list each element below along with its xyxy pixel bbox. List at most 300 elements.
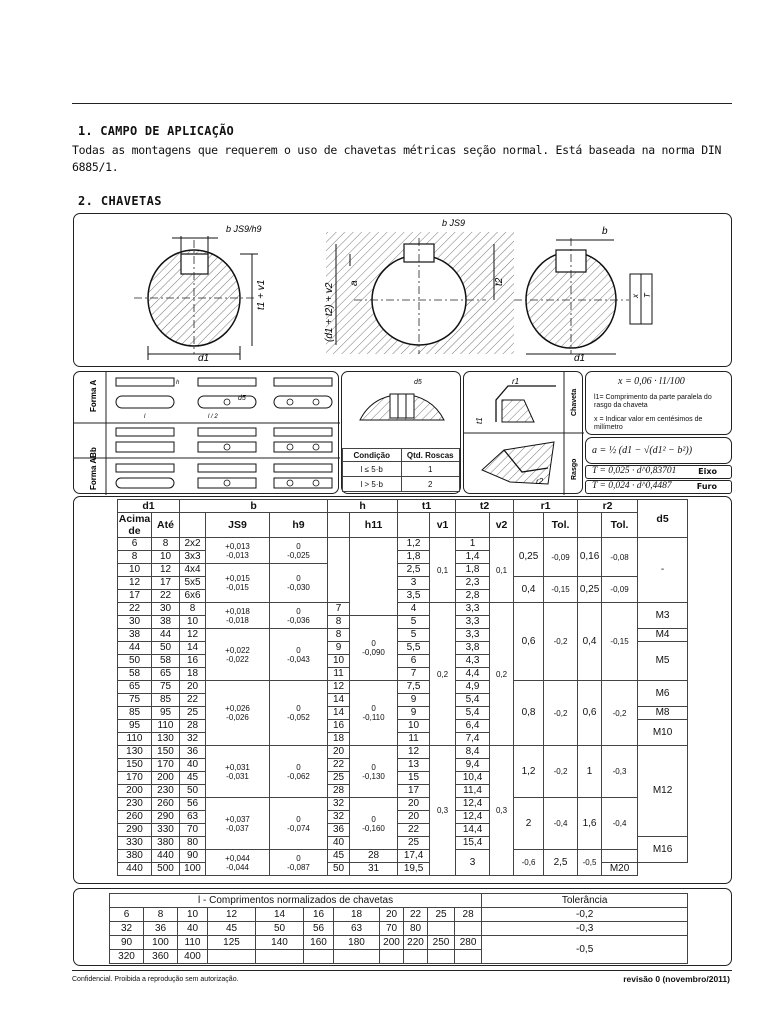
d1-ate-cell: 260	[152, 798, 180, 811]
b-cell: 6x6	[180, 590, 206, 603]
d1-acima-cell: 330	[118, 837, 152, 850]
h-cell: 7	[328, 603, 350, 616]
d5-cell: -	[638, 538, 688, 603]
T-label: T	[643, 293, 652, 298]
r2-cell: 1	[578, 746, 602, 798]
subheader-blank	[456, 513, 490, 538]
r2-tol-cell: -0,15	[602, 603, 638, 681]
h-cell: 22	[328, 759, 350, 772]
furo-label: Furo	[696, 482, 717, 491]
t1-cell: 3	[398, 577, 430, 590]
d1-acima-cell: 260	[118, 811, 152, 824]
formula-a-panel	[585, 437, 732, 464]
formula-a: a = ½ (d1 − √(d1² − b²))	[592, 445, 693, 456]
d5-cell: M12	[638, 746, 688, 837]
d1-ate-cell: 10	[152, 551, 180, 564]
chaveta-label: Chaveta	[571, 388, 578, 416]
d1-acima-cell: 150	[118, 759, 152, 772]
footer-confidential: Confidencial. Proibida a reprodução sem autorização.	[72, 976, 239, 983]
length-cell: 28	[455, 908, 482, 922]
b-cell: 20	[180, 681, 206, 694]
d1-ate-cell: 30	[152, 603, 180, 616]
length-cell: 110	[178, 936, 208, 950]
t2-cell: 3,3	[456, 629, 490, 642]
d1-ate-cell: 380	[152, 837, 180, 850]
v1-cell: 0,3	[430, 746, 456, 876]
r1-tol-cell: -0,2	[544, 681, 578, 746]
t2-cell: 15,4	[456, 837, 490, 850]
d1-acima-cell: 200	[118, 785, 152, 798]
t1-cell: 1,2	[398, 538, 430, 551]
d1-acima-cell: 30	[118, 616, 152, 629]
v1-cell: 0,1	[430, 538, 456, 603]
header-b: b	[180, 500, 328, 513]
b-cell: 28	[180, 720, 206, 733]
t1-cell: 11	[398, 733, 430, 746]
d5-cell: M10	[638, 720, 688, 746]
d1-acima-cell: 110	[118, 733, 152, 746]
r1-cell: 0,8	[514, 681, 544, 746]
keyway-dimensions-table	[117, 499, 688, 876]
radius-drawing	[464, 372, 584, 495]
d1-label-2: d1	[574, 353, 586, 364]
length-title: l - Comprimentos normalizados de chavetas	[110, 894, 482, 908]
h-cell: 11	[328, 668, 350, 681]
d1-acima-cell: 65	[118, 681, 152, 694]
length-cell	[455, 922, 482, 936]
d5-cell: M3	[638, 603, 688, 629]
length-cell: 90	[110, 936, 144, 950]
b-cell: 22	[180, 694, 206, 707]
formula-T-eixo-panel	[585, 465, 732, 479]
length-header-row	[110, 894, 688, 908]
h11-tol-cell: 0 -0,160	[350, 798, 398, 850]
subheader-blank	[180, 513, 206, 538]
r1-tol-cell: -0,6	[514, 850, 544, 876]
length-cell: 100	[144, 936, 178, 950]
d5-cell: M5	[638, 642, 688, 681]
d5-cell: M6	[638, 681, 688, 707]
d1-acima-cell: 44	[118, 642, 152, 655]
r1-tol-cell: -0,15	[544, 577, 578, 603]
t1-cell: 4	[398, 603, 430, 616]
top-rule	[72, 103, 732, 104]
table-row	[118, 863, 688, 876]
t2-cell: 12,4	[456, 798, 490, 811]
radius-panel	[463, 371, 583, 494]
key-forms-panel	[73, 371, 339, 494]
key-forms-drawing	[74, 372, 340, 495]
h-cell: 8	[328, 629, 350, 642]
b-cell: 90	[180, 850, 206, 863]
subheader-h11: h11	[350, 513, 398, 538]
subheader-acima: Acima de	[118, 513, 151, 537]
header-r2: r2	[578, 500, 638, 513]
b-cell: 14	[180, 642, 206, 655]
h-cell	[328, 538, 350, 603]
h-cell: 8	[328, 616, 350, 629]
b-cell: 16	[180, 655, 206, 668]
b-cell: 12	[180, 629, 206, 642]
footer-revision: revisão 0 (novembro/2011)	[623, 974, 730, 984]
length-tol-cell: -0,5	[482, 936, 688, 964]
header-h: h	[328, 500, 398, 513]
formula-T-furo: T = 0,024 · d^0,4487	[592, 481, 672, 491]
length-cell	[404, 950, 428, 964]
b-cell: 4x4	[180, 564, 206, 577]
r2-tol-cell: -0,2	[602, 681, 638, 746]
d1-ate-cell: 65	[152, 668, 180, 681]
t2-cell: 1,4	[456, 551, 490, 564]
h-cell: 10	[328, 655, 350, 668]
b-cell: 40	[180, 759, 206, 772]
length-cell: 70	[380, 922, 404, 936]
js9-tol-cell: +0,018 -0,018	[206, 603, 270, 629]
formula-l1-desc: l1= Comprimento da parte paralela do rasgo da chaveta	[594, 394, 712, 409]
h11-tol-cell: 0 -0,130	[350, 746, 398, 798]
t2-cell: 3,8	[456, 642, 490, 655]
d1-acima-cell: 50	[118, 655, 152, 668]
h9-tol-cell: 0 -0,036	[270, 603, 328, 629]
d1-ate-cell: 8	[152, 538, 180, 551]
h9-tol-cell: 0 -0,043	[270, 629, 328, 681]
t1-cell: 20	[398, 811, 430, 824]
h-cell: 45	[328, 850, 350, 863]
t1-cell: 7,5	[398, 681, 430, 694]
d1-ate-cell: 170	[152, 759, 180, 772]
js9-tol-cell: +0,022 -0,022	[206, 629, 270, 681]
r1-tol-cell: -0,2	[544, 603, 578, 681]
r1-cell: 0,6	[514, 603, 544, 681]
table-row	[118, 538, 688, 551]
length-cell: 20	[380, 908, 404, 922]
t2-cell: 12,4	[456, 811, 490, 824]
d1-acima-cell: 38	[118, 629, 152, 642]
shaft-section	[134, 224, 267, 364]
t1-cell: 15	[398, 772, 430, 785]
d1-ate-cell: 95	[152, 707, 180, 720]
t2-cell: 11,4	[456, 785, 490, 798]
table-row	[118, 577, 688, 590]
t2-label: t2	[494, 277, 505, 286]
h-cell: 20	[328, 746, 350, 759]
h-cell: 14	[328, 694, 350, 707]
r2-tol-cell: -0,5	[578, 850, 602, 876]
d5-label: d5	[238, 395, 246, 402]
d1-acima-cell: 10	[118, 564, 152, 577]
length-cell	[428, 950, 455, 964]
d1-ate-cell: 500	[152, 863, 180, 876]
d1-ate-cell: 230	[152, 785, 180, 798]
subheader-v1: v1	[430, 513, 456, 538]
subheader-blank	[578, 513, 602, 538]
d1-ate-cell: 440	[152, 850, 180, 863]
condition-cell: l ≤ 5·b	[343, 462, 402, 477]
forma-b-label: b	[89, 447, 98, 452]
header-t2: t2	[456, 500, 514, 513]
js9-tol-cell: +0,026 -0,026	[206, 681, 270, 746]
eixo-label: Eixo	[698, 467, 717, 476]
b-cell: 45	[180, 772, 206, 785]
b-js9h9-label: b JS9/h9	[226, 224, 262, 234]
b-cell: 3x3	[180, 551, 206, 564]
roscas-cell: 1	[401, 462, 460, 477]
length-tol-cell: -0,3	[482, 922, 688, 936]
forma-ab-label: Forma AB	[89, 452, 98, 490]
subheader-tol1: Tol.	[544, 513, 578, 538]
d1-acima-cell: 75	[118, 694, 152, 707]
b-cell: 2x2	[180, 538, 206, 551]
b-cell: 32	[180, 733, 206, 746]
t2-cell: 1	[456, 538, 490, 551]
t1v1-label: t1 + v1	[256, 279, 267, 310]
formula-x-desc: x = Indicar valor em centésimos de milímetro	[594, 416, 703, 431]
b-cell: 100	[180, 863, 206, 876]
d1-acima-cell: 230	[118, 798, 152, 811]
d1-acima-cell: 8	[118, 551, 152, 564]
length-cell	[380, 950, 404, 964]
subheader-js9: JS9	[206, 513, 270, 538]
roscas-cell: 2	[401, 477, 460, 492]
h9-tol-cell: 0 -0,062	[270, 746, 328, 798]
length-cell: 125	[208, 936, 256, 950]
footer-rule	[72, 970, 732, 971]
length-cell: 16	[304, 908, 334, 922]
t2-cell: 5,4	[456, 707, 490, 720]
b-cell: 36	[180, 746, 206, 759]
h9-tol-cell: 0 -0,087	[270, 850, 328, 876]
length-table	[109, 893, 688, 964]
formula-x-panel	[585, 371, 732, 435]
length-cell: 45	[208, 922, 256, 936]
length-cell: 160	[304, 936, 334, 950]
length-cell	[256, 950, 304, 964]
header-d1: d1	[118, 500, 180, 513]
length-cell: 220	[404, 936, 428, 950]
subheader-blank	[328, 513, 350, 538]
t2-cell: 10,4	[456, 772, 490, 785]
js9-tol-cell: +0,044 -0,044	[206, 850, 270, 876]
t1-cell: 20	[398, 798, 430, 811]
header-t1: t1	[398, 500, 456, 513]
t1-cell: 12	[398, 746, 430, 759]
t2-cell: 4,4	[456, 668, 490, 681]
length-cell: 200	[380, 936, 404, 950]
length-cell: 8	[144, 908, 178, 922]
length-cell: 14	[256, 908, 304, 922]
section-2-title: 2. CHAVETAS	[78, 194, 162, 208]
b-js9-label: b JS9	[442, 218, 466, 228]
h-label: h	[176, 380, 180, 386]
d1-acima-cell: 290	[118, 824, 152, 837]
d1-ate-cell: 12	[152, 564, 180, 577]
length-cell: 140	[256, 936, 304, 950]
h9-tol-cell: 0 -0,074	[270, 798, 328, 850]
condition-table	[342, 448, 460, 492]
h-cell: 40	[328, 837, 350, 850]
t1-cell: 31	[350, 863, 398, 876]
b-cell: 8	[180, 603, 206, 616]
t2-cell: 8,4	[456, 746, 490, 759]
t2-cell: 5,4	[456, 694, 490, 707]
t1-cell: 7	[398, 668, 430, 681]
roscas-header: Qtd. Roscas	[401, 449, 460, 462]
x-label: x	[631, 294, 640, 298]
subheader-blank	[398, 513, 430, 538]
h11-tol-cell: 0 -0,090	[350, 616, 398, 681]
d1-ate-cell: 150	[152, 746, 180, 759]
t1-cell: 25	[398, 837, 430, 850]
d1-ate-cell: 110	[152, 720, 180, 733]
b-cell: 63	[180, 811, 206, 824]
length-cell: 320	[110, 950, 144, 964]
length-cell: 80	[404, 922, 428, 936]
d1-acima-cell: 58	[118, 668, 152, 681]
table-row	[118, 798, 688, 811]
table-row	[118, 603, 688, 616]
d1-ate-cell: 85	[152, 694, 180, 707]
b-cell: 80	[180, 837, 206, 850]
d1-acima-cell: 170	[118, 772, 152, 785]
t2-cell: 3,3	[456, 603, 490, 616]
condition-header: Condição	[343, 449, 402, 462]
h-cell: 32	[328, 811, 350, 824]
h-cell: 12	[328, 681, 350, 694]
r1-label: r1	[512, 377, 520, 386]
section-1-text: Todas as montagens que requerem o uso de chavetas métricas seção normal. Está baseada na norma DIN 6885/1.	[72, 143, 722, 174]
h-cell: 18	[328, 733, 350, 746]
d1-acima-cell: 95	[118, 720, 152, 733]
t1-cell: 22	[398, 824, 430, 837]
r1-cell: 2	[514, 798, 544, 850]
h9-tol-cell: 0 -0,052	[270, 681, 328, 746]
section-1-title: 1. CAMPO DE APLICAÇÃO	[78, 124, 234, 138]
d5-cell: M20	[602, 863, 638, 876]
v2-cell: 0,2	[490, 603, 514, 746]
condition-cell: l > 5·b	[343, 477, 402, 492]
length-cell	[428, 922, 455, 936]
d1-acima-cell: 440	[118, 863, 152, 876]
h-cell: 50	[328, 863, 350, 876]
t1-cell: 1,8	[398, 551, 430, 564]
t1-cell: 9	[398, 694, 430, 707]
r1-tol-cell: -0,09	[544, 538, 578, 577]
h-cell: 16	[328, 720, 350, 733]
length-cell: 360	[144, 950, 178, 964]
js9-tol-cell: +0,015 -0,015	[206, 564, 270, 603]
t1-cell: 5	[398, 629, 430, 642]
h-cell: 28	[328, 785, 350, 798]
keyway-cross-sections	[74, 214, 733, 368]
length-cell: 12	[208, 908, 256, 922]
r2-cell: 0,25	[578, 577, 602, 603]
d1-ate-cell: 130	[152, 733, 180, 746]
b-cell: 10	[180, 616, 206, 629]
length-cell	[208, 950, 256, 964]
d1-ate-cell: 330	[152, 824, 180, 837]
t2-cell: 4,9	[456, 681, 490, 694]
r1-cell: 0,25	[514, 538, 544, 577]
v2-cell: 0,1	[490, 538, 514, 603]
v1-cell: 0,2	[430, 603, 456, 746]
d1-acima-cell: 12	[118, 577, 152, 590]
length-row	[110, 908, 688, 922]
d1-acima-cell: 17	[118, 590, 152, 603]
r2-cell: 0,4	[578, 603, 602, 681]
l2-label: l / 2	[208, 414, 218, 420]
t2-cell: 19,5	[398, 863, 430, 876]
l-label: l	[144, 414, 146, 420]
formula-x: x = 0,06 · l1/100	[618, 376, 685, 387]
r1-cell: 0,4	[514, 577, 544, 603]
formula-T-furo-panel	[585, 480, 732, 494]
key-with-thread-drawing	[342, 372, 462, 448]
d1-acima-cell: 380	[118, 850, 152, 863]
t1-cell: 28	[350, 850, 398, 863]
length-cell: 10	[178, 908, 208, 922]
r1-tol-cell: -0,4	[544, 798, 578, 850]
d1t2v2-label: (d1 + t2) + v2	[324, 282, 335, 342]
r2-cell: 0,16	[578, 538, 602, 577]
v2-cell: 0,3	[490, 746, 514, 876]
length-cell: 40	[178, 922, 208, 936]
d5-cell: M8	[638, 707, 688, 720]
t1-cell: 2,5	[398, 564, 430, 577]
rasgo-label: Rasgo	[571, 458, 578, 480]
d1-ate-cell: 22	[152, 590, 180, 603]
length-row	[110, 922, 688, 936]
h9-tol-cell: 0 -0,025	[270, 538, 328, 564]
table-row	[118, 746, 688, 759]
d1-label: d1	[198, 353, 210, 364]
subheader-blank	[514, 513, 544, 538]
d1-ate-cell: 75	[152, 681, 180, 694]
b-cell: 56	[180, 798, 206, 811]
d5-cell: M16	[638, 837, 688, 863]
d5-cond-label: d5	[414, 379, 422, 386]
b-label: b	[602, 226, 608, 237]
t2-cell: 1,8	[456, 564, 490, 577]
r2-tol-cell: -0,4	[602, 798, 638, 850]
d1-acima-cell: 130	[118, 746, 152, 759]
length-cell: 6	[110, 908, 144, 922]
subheader-ate: Até	[152, 513, 180, 538]
h11-tol-cell: 0 -0,110	[350, 681, 398, 746]
t1-cell: 3,5	[398, 590, 430, 603]
table-row	[118, 850, 688, 863]
h-cell: 36	[328, 824, 350, 837]
d1-acima-cell: 22	[118, 603, 152, 616]
b-cell: 5x5	[180, 577, 206, 590]
length-cell: 400	[178, 950, 208, 964]
d1-acima-cell: 6	[118, 538, 152, 551]
r2-cell: 2,5	[544, 850, 578, 876]
length-cell: 25	[428, 908, 455, 922]
r1-tol-cell: -0,2	[544, 746, 578, 798]
d5-cell: M4	[638, 629, 688, 642]
r2-cell: 0,6	[578, 681, 602, 746]
length-cell: 50	[256, 922, 304, 936]
length-row	[110, 936, 688, 950]
t2-cell: 2,8	[456, 590, 490, 603]
d1-ate-cell: 50	[152, 642, 180, 655]
t2-cell: 9,4	[456, 759, 490, 772]
h-cell: 25	[328, 772, 350, 785]
t2-cell: 4,3	[456, 655, 490, 668]
length-cell: 18	[334, 908, 380, 922]
h-cell: 32	[328, 798, 350, 811]
tapered-shaft-section	[514, 226, 652, 364]
